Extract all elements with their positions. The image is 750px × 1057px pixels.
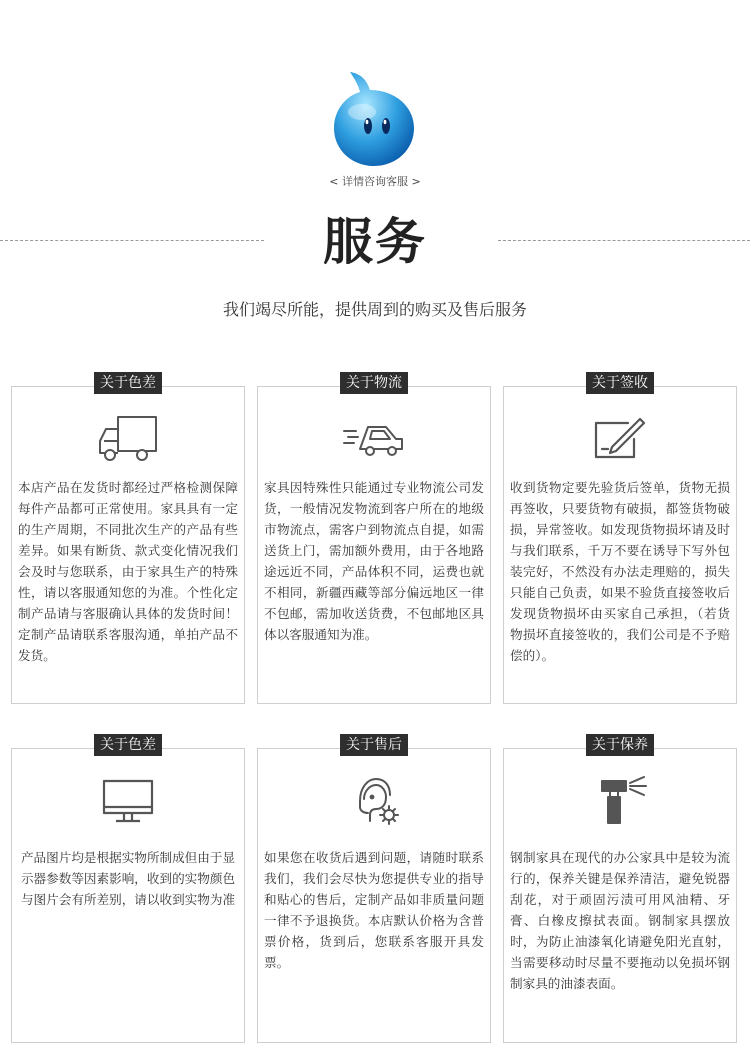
card-logistics: [257, 375, 491, 704]
monitor-icon: [96, 775, 160, 827]
card-text: 家具因特殊性只能通过专业物流公司发货，一般情况发物流到客户所在的地级市物流点，需客户到物流点自提，如需送货上门，需加额外费用，由于各地路途远近不同，产品体积不同，运费也就不相同，新疆西藏等部分偏远地区一律不包邮，需加收送货费，不包邮地区具体以客服通知为准。: [264, 480, 484, 642]
card-text: 产品图片均是根据实物所制成但由于显示器参数等因素影响，收到的实物颜色与图片会有所差别，请以收到实物为准: [20, 850, 236, 907]
card-maintenance: [503, 737, 737, 1043]
spray-bottle-icon: [588, 775, 652, 827]
delivery-van-icon: [342, 413, 406, 465]
card-text: 收到货物定要先验货后签单，货物无损再签收，只要货物有破损，都签货物破损，异常签收。如发现货物损坏请及时与我们联系，千万不要在诱导下写外包装完好，不然没有办法走理赔的，损失只能自己负责，如果不验货直接签收后发现货物损坏由买家自己承担，（若货物损坏直接签收的，我们公司是不予赔偿的）。: [510, 480, 730, 663]
card-tag: 关于签收: [586, 372, 654, 394]
card-text: 本店产品在发货时都经过严格检测保障每件产品都可正常使用。家具具有一定的生产周期，不同批次生产的产品有些差异。如果有断货、款式变化情况我们会及时与您联系，由于家具生产的特殊性，请以客服通知您的为准。个性化定制产品请与客服确认具体的发货时间！定制产品请联系客服沟通，单拍产品不发货。: [18, 480, 238, 663]
sign-pen-icon: [588, 413, 652, 465]
card-tag: 关于售后: [340, 734, 408, 756]
card-color-difference-2: [11, 737, 245, 1043]
consult-service-link[interactable]: < 详情咨询客服 >: [329, 175, 421, 188]
card-tag: 关于色差: [94, 372, 162, 394]
card-tag: 关于色差: [94, 734, 162, 756]
page-subtitle: 我们竭尽所能，提供周到的购买及售后服务: [222, 300, 527, 319]
card-after-sales: [257, 737, 491, 1043]
card-tag: 关于保养: [586, 734, 654, 756]
card-color-difference: [11, 375, 245, 704]
mascot-icon: [330, 68, 418, 168]
card-tag: 关于物流: [340, 372, 408, 394]
card-text: 如果您在收货后遇到问题，请随时联系我们，我们会尽快为您提供专业的指导和贴心的售后，定制产品如非质量问题一律不予退换货。本店默认价格为含普票价格，货到后，您联系客服开具发票。: [264, 850, 484, 970]
card-sign-receipt: [503, 375, 737, 704]
page-title: 服务: [323, 213, 427, 271]
card-text: 钢制家具在现代的办公家具中是较为流行的，保养关键是保养清洁，避免锐器刮花，对于顽固污渍可用风油精、牙膏、白橡皮擦拭表面。钢制家具摆放时，为防止油漆氧化请避免阳光直射，当需要移动时尽量不要拖动以免损坏钢制家具的油漆表面。: [510, 850, 730, 991]
headset-service-icon: [342, 775, 406, 827]
truck-icon: [96, 413, 160, 465]
